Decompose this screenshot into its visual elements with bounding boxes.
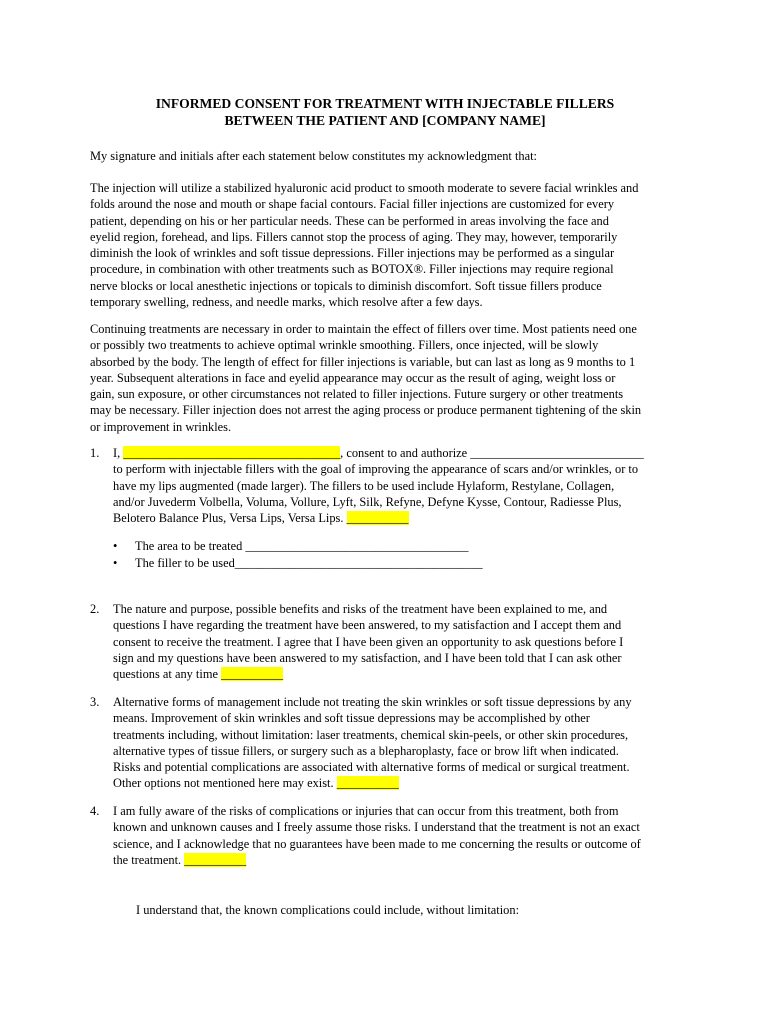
item-number: 4. <box>90 804 100 818</box>
item1-last-text: Belotero Balance Plus, Versa Lips, Versa Lips. <box>113 511 347 526</box>
initials-field-4[interactable]: __________ <box>184 852 247 867</box>
paragraph-line: Continuing treatments are necessary in order to maintain the effect of fillers over time. Most patients need one <box>90 322 637 336</box>
item3-line: Risks and potential complications are associated with alternative forms of medical or surgical treatment. <box>113 760 630 775</box>
item1-line: have my lips augmented (made larger). The fillers to be used include Hylaform, Restylane, Collagen, <box>113 478 615 493</box>
item3-line: alternative types of tissue fillers, or surgery such as a blepharoplasty, face or brow lift when indicated. <box>113 743 619 758</box>
paragraph-line: nerve blocks or local anesthetic injections or topicals to diminish discomfort. Soft tissue fillers produce <box>90 278 602 293</box>
item2-line: questions I have regarding the treatment have been answered, to my satisfaction and I accept them and <box>113 618 622 633</box>
item-body <box>113 601 690 682</box>
intro-statement <box>90 148 690 164</box>
initials-field-1[interactable]: __________ <box>346 511 409 526</box>
patient-name-field[interactable]: ___________________________________ <box>123 446 341 460</box>
initials-field-3[interactable]: __________ <box>336 776 399 791</box>
item1-line: to perform with injectable fillers with the goal of improving the appearance of scars and/or wrinkles, or to <box>113 462 639 477</box>
item2-line: sign and my questions have been answered to my satisfaction, and I have been told that I can ask other <box>113 650 622 665</box>
title-line-1: INFORMED CONSENT FOR TREATMENT WITH INJECTABLE FILLERS <box>155 96 615 111</box>
provider-name-field[interactable]: ____________________________ <box>470 446 644 460</box>
item1-middle: , consent to and authorize <box>340 446 471 460</box>
item-number: 2. <box>90 602 100 616</box>
item1-first-line <box>113 445 690 461</box>
item4-last-line <box>113 852 690 868</box>
complications-intro: I understand that, the known complications could include, without limitation: <box>136 903 520 917</box>
item-body <box>113 445 690 526</box>
treatment-bullets <box>113 538 593 571</box>
consent-item-3 <box>90 694 690 792</box>
paragraph-line: absorbed by the body. The length of effect for filler injections is variable, but can last as long as 9 months to 1 <box>90 354 636 369</box>
item1-line: and/or Juvederm Volbella, Voluma, Vollure, Lyft, Silk, Refyne, Defyne Kysse, Contour, Radiesse Plus, <box>113 494 622 509</box>
paragraph-line: patient, depending on his or her particular needs. These can be performed in areas involving the face and <box>90 213 609 228</box>
consent-item-4 <box>90 803 690 869</box>
bullet-icon: • <box>113 555 118 570</box>
document-title <box>0 95 770 129</box>
item-body <box>113 694 690 792</box>
item4-last-text: the treatment. <box>113 852 185 867</box>
paragraph-line: diminish the look of wrinkles and soft tissue depressions. Filler injections may be performed as a singular <box>90 246 615 261</box>
bullet-icon: • <box>113 539 118 553</box>
paragraph-injection-description <box>90 180 690 310</box>
item-number: 3. <box>90 695 100 709</box>
initials-field-2[interactable]: __________ <box>221 667 284 682</box>
paragraph-line: year. Subsequent alterations in face and eyelid appearance may occur as the result of aging, weight loss or <box>90 370 616 385</box>
item1-prefix: I, <box>113 446 124 460</box>
paragraph-line: or improvement in wrinkles. <box>90 419 232 434</box>
bullet-filler-used <box>113 555 593 572</box>
item3-last-text: Other options not mentioned here may exist. <box>113 776 337 791</box>
item3-line: treatments including, without limitation: laser treatments, chemical skin-peels, or other skin procedures, <box>113 727 629 742</box>
item2-line: consent to receive the treatment. I agree that I have been given an opportunity to ask questions before I <box>113 634 624 649</box>
item2-line: The nature and purpose, possible benefits and risks of the treatment have been explained to me, and <box>113 602 608 616</box>
item3-line: Alternative forms of management include not treating the skin wrinkles or soft tissue depressions by any <box>113 695 632 709</box>
item2-last-text: questions at any time <box>113 667 222 682</box>
item2-last-line <box>113 666 690 682</box>
item3-last-line <box>113 775 690 791</box>
item3-line: means. Improvement of skin wrinkles and soft tissue depressions may be accomplished by other <box>113 711 590 726</box>
paragraph-line: gain, sun exposure, or other circumstances not related to filler injections. Future surgery or other treatments <box>90 387 624 402</box>
paragraph-line: eyelid region, forehead, and lips. Fillers cannot stop the process of aging. They may, however, temporarily <box>90 229 618 244</box>
item-body <box>113 803 690 868</box>
paragraph-line: or possibly two treatments to achieve optimal wrinkle smoothing. Fillers, once injected, will be slowly <box>90 338 599 353</box>
item1-last-line <box>113 510 690 526</box>
paragraph-line: procedure, in combination with other treatments such as BOTOX®. Filler injections may require regional <box>90 262 614 277</box>
consent-item-1 <box>90 445 690 525</box>
bullet-area-treated <box>113 538 593 555</box>
area-treated-field[interactable]: The area to be treated ____________________________________ <box>135 539 469 553</box>
item4-line: I am fully aware of the risks of complications or injuries that can occur from this treatment, both from <box>113 804 619 818</box>
title-line-2: BETWEEN THE PATIENT AND [COMPANY NAME] <box>224 113 546 128</box>
consent-item-2 <box>90 601 690 683</box>
intro-text: My signature and initials after each statement below constitutes my acknowledgment that: <box>90 149 537 163</box>
filler-used-field[interactable]: The filler to be used________________________________________ <box>135 555 483 570</box>
item4-line: known and unknown causes and I freely assume those risks. I understand that the treatment is not an exact <box>113 820 640 835</box>
item4-line: science, and I acknowledge that no guarantees have been made to me concerning the results or outcome of <box>113 836 641 851</box>
paragraph-line: The injection will utilize a stabilized hyaluronic acid product to smooth moderate to severe facial wrinkles and <box>90 181 639 195</box>
paragraph-continuing-treatments <box>90 321 690 435</box>
paragraph-line: temporary swelling, redness, and needle marks, which resolve after a few days. <box>90 295 483 310</box>
item-number: 1. <box>90 446 100 460</box>
paragraph-line: folds around the nose and mouth or shape facial contours. Facial filler injections are customized for every <box>90 197 615 212</box>
paragraph-line: may be necessary. Filler injection does not arrest the aging process or produce permanent tightening of the skin <box>90 403 642 418</box>
